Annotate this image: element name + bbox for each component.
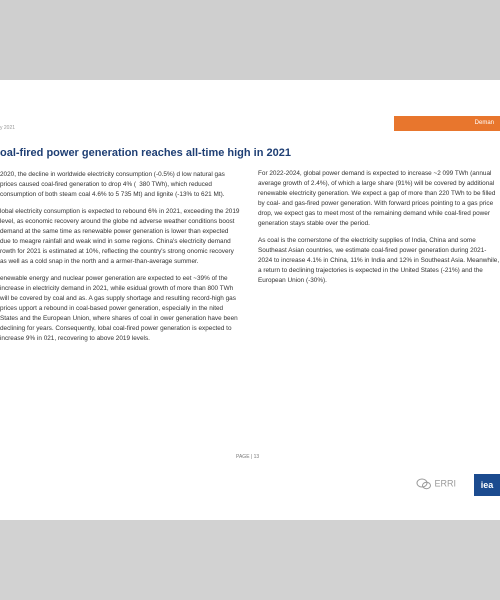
iea-logo: iea [474,474,500,496]
wechat-icon [416,476,432,492]
right-column [258,169,500,293]
right-paragraph-2: As coal is the cornerstone of the electricity supplies of India, China and some Southeast Asian countries, we estimate coal-fired power generation during 2021-2024 to increase 4.1% in China, 11% in India and 12% in Southeast Asia. Meanwhile, a return to declining trajectories is expected in the United States (-21%) and the European Union (-30%). [258,237,500,284]
watermark [416,476,456,492]
background-top [0,0,500,80]
header-date: y 2021 [0,125,16,131]
left-column [0,170,240,351]
page-title: oal-fired power generation reaches all-time high in 2021 [0,147,291,159]
left-paragraph-3: enewable energy and nuclear power generation are expected to eet ~39% of the increase in electricity demand in 2021, while esidual growth of more than 800 TWh will be covered by coal and as. A gas supply shortage and resulting record-high gas prices upport a rebound in coal-based power generation, especially in the nited States and the European Union, where shares of coal in ower generation have been declining for years. Consequently, lobal coal-fired power generation is expected to increase 9% in 021, recovering to above 2019 levels. [0,275,238,342]
right-paragraph-1: For 2022-2024, global power demand is expected to increase ~2 099 TWh (annual average growth of 2.4%), of which a large share (91%) will be covered by additional renewable electricity generation. We expect a gap of more than 220 TWh to be filled by coal- and gas-fired power generation. With forward prices pointing to a gas price drop, we expect gas to meet most of the remaining demand while coal-fired power generation stays stable over the period. [258,170,496,227]
left-paragraph-1: 2020, the decline in worldwide electricity consumption (-0.5%) d low natural gas prices caused coal-fired generation to drop 4% ( 380 TWh), which reduced consumption of both steam coal 4.6% to 5 735 Mt) and lignite (-13% to 621 Mt). [0,171,225,198]
document-page [0,80,500,520]
watermark-text: ERRI [434,478,457,489]
background-bottom [0,520,500,600]
section-tab: Deman [394,116,500,131]
page-number: PAGE | 13 [236,454,260,460]
left-paragraph-2: lobal electricity consumption is expected to rebound 6% in 2021, exceeding the 2019 level, as economic recovery around the globe nd adverse weather conditions boost demand at the same time as renewable power generation is lower than expected due to meagre rainfall and weak wind in some regions. China's electricity demand rowth for 2021 is estimated at 10%, reflecting the country's strong onomic recovery as well as a cold snap in the north and a armer-than-average summer. [0,208,240,265]
